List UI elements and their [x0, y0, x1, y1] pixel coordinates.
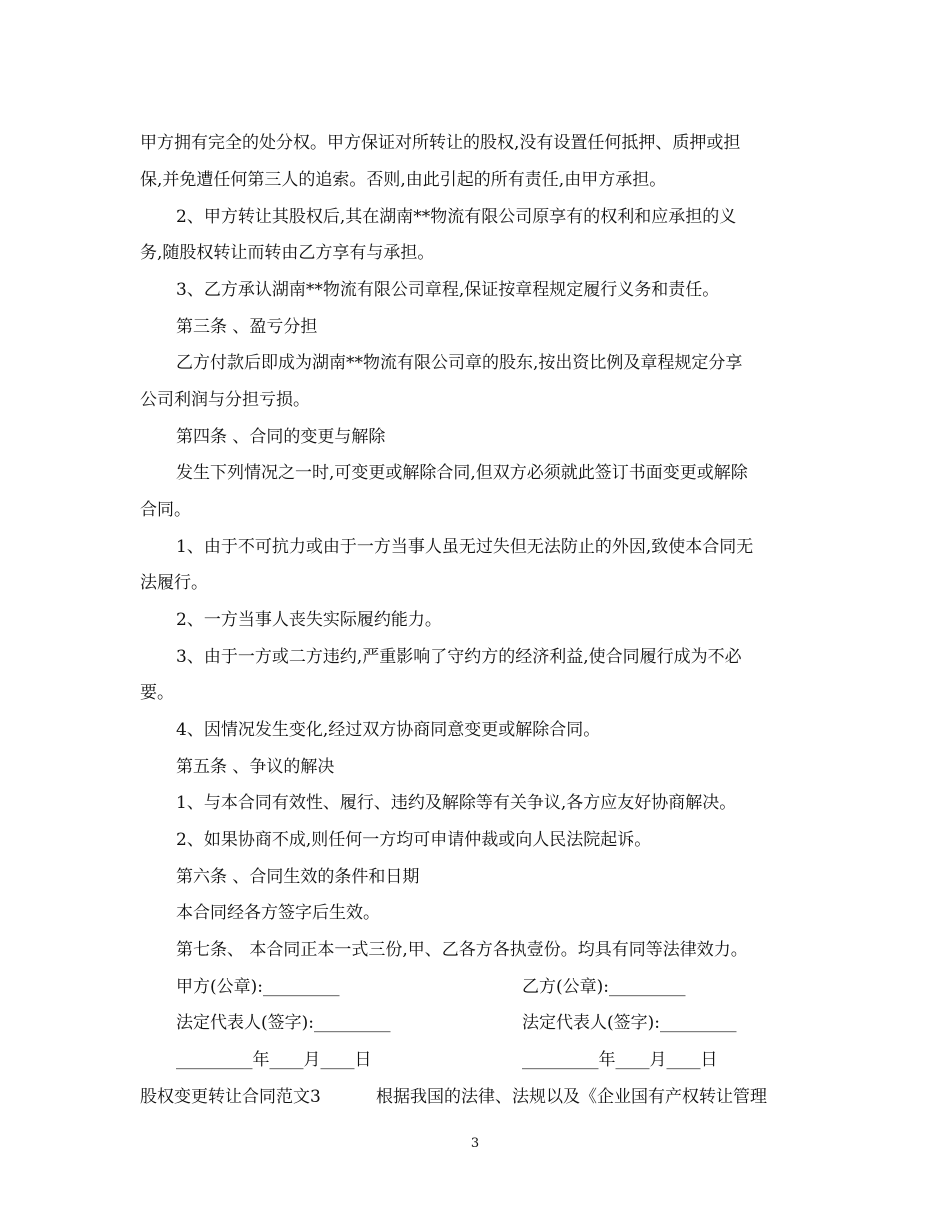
body-line: 2、一方当事人丧失实际履约能力。 [176, 610, 442, 630]
section-heading: 第四条 、合同的变更与解除 [176, 427, 386, 447]
next-section-text: 根据我国的法律、法规以及《企业国有产权转让管理 [376, 1087, 767, 1107]
body-line: 3、乙方承认湖南**物流有限公司章程,保证按章程规定履行义务和责任。 [176, 280, 720, 300]
body-line: 2、甲方转让其股权后,其在湖南**物流有限公司原享有的权利和应承担的义 [176, 207, 737, 227]
body-line: 3、由于一方或二方违约,严重影响了守约方的经济利益,使合同履行成为不必 [176, 647, 742, 667]
body-line: 公司利润与分担亏损。 [140, 390, 310, 410]
party-a-representative-field: 法定代表人(签字):_________ [176, 1013, 391, 1033]
party-b-representative-field: 法定代表人(签字):_________ [522, 1013, 737, 1033]
party-b-seal-field: 乙方(公章):_________ [522, 977, 686, 997]
party-a-seal-field: 甲方(公章):_________ [176, 977, 340, 997]
body-line: 1、由于不可抗力或由于一方当事人虽无过失但无法防止的外因,致使本合同无 [176, 537, 754, 557]
party-b-date-field: _________年____月____日 [522, 1050, 718, 1070]
party-a-date-field: _________年____月____日 [176, 1050, 372, 1070]
body-line: 要。 [140, 683, 174, 703]
next-section-title: 股权变更转让合同范文3 [140, 1087, 321, 1107]
body-line: 4、因情况发生变化,经过双方协商同意变更或解除合同。 [176, 720, 601, 740]
body-line: 合同。 [140, 500, 191, 520]
body-line: 2、如果协商不成,则任何一方均可申请仲裁或向人民法院起诉。 [176, 830, 652, 850]
body-line: 保,并免遭任何第三人的追索。否则,由此引起的所有责任,由甲方承担。 [140, 170, 667, 190]
body-line: 发生下列情况之一时,可变更或解除合同,但双方必须就此签订书面变更或解除 [176, 463, 748, 483]
body-line: 甲方拥有完全的处分权。甲方保证对所转让的股权,没有设置任何抵押、质押或担 [140, 133, 741, 153]
body-line: 1、与本合同有效性、履行、违约及解除等有关争议,各方应友好协商解决。 [176, 793, 737, 813]
body-line: 乙方付款后即成为湖南**物流有限公司章的股东,按出资比例及章程规定分享 [176, 353, 743, 373]
body-line: 法履行。 [140, 573, 208, 593]
body-line: 本合同经各方签字后生效。 [176, 903, 380, 923]
body-line: 第七条、 本合同正本一式三份,甲、乙各方各执壹份。均具有同等法律效力。 [176, 940, 748, 960]
section-heading: 第六条 、合同生效的条件和日期 [176, 867, 420, 887]
body-line: 务,随股权转让而转由乙方享有与承担。 [140, 243, 435, 263]
section-heading: 第三条 、盈亏分担 [176, 317, 318, 337]
page-number: 3 [470, 1136, 480, 1151]
section-heading: 第五条 、争议的解决 [176, 757, 335, 777]
